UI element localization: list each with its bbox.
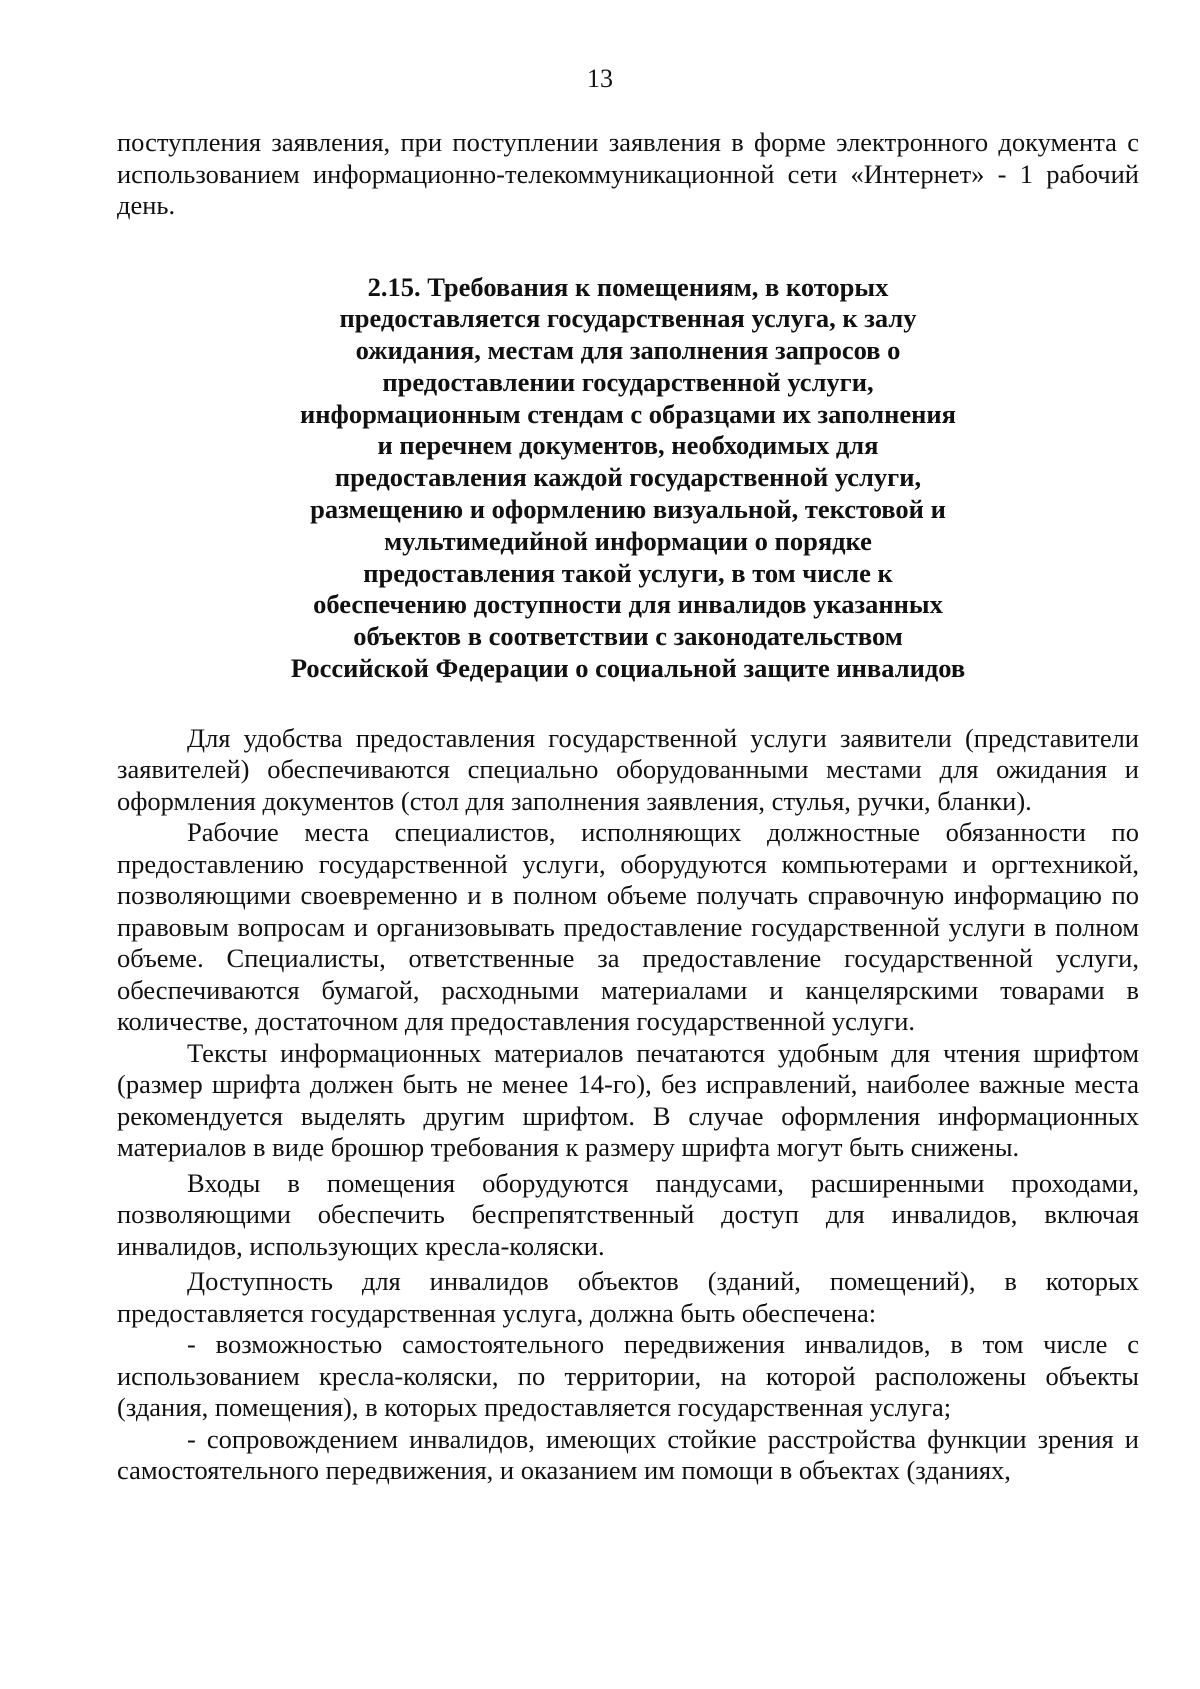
body-paragraph: Доступность для инвалидов объектов (зданий, помещений), в которых предоставляется государственная услуга, должна быть обеспечена:: [117, 1266, 1139, 1328]
heading-line: предоставляется государственная услуга, к залу: [339, 303, 917, 334]
heading-line: объектов в соответствии с законодательством: [353, 621, 903, 652]
page-number: 13: [587, 64, 613, 93]
body-paragraph: Для удобства предоставления государственной услуги заявители (представители заявителей) обеспечиваются специально оборудованными местами для ожидания и оформления документов (стол для заполнения заявления, стулья, ручки, бланки).: [117, 722, 1139, 816]
list-item-paragraph: - сопровождением инвалидов, имеющих стойкие расстройства функции зрения и самостоятельного передвижения, и оказанием им помощи в объектах (зданиях,: [117, 1423, 1139, 1486]
heading-line: размещению и оформлению визуальной, текстовой и: [310, 494, 946, 525]
page-content: [117, 127, 1139, 1487]
intro-paragraph: поступления заявления, при поступлении заявления в форме электронного документа с использованием информационно-телекоммуникационной сети «Интернет» - 1 рабочий день.: [117, 127, 1139, 220]
body-paragraph: Рабочие места специалистов, исполняющих должностные обязанности по предоставлению государственной услуги, оборудуются компьютерами и оргтехникой, позволяющими своевременно и в полном объеме получать справочную информацию по правовым вопросам и организовывать предоставление государственной услуги в полном объеме. Специалисты, ответственные за предоставление государственной услуги, обеспечиваются бумагой, расходными материалами и канцелярскими товарами в количестве, достаточном для предоставления государственной услуги.: [117, 817, 1139, 1037]
heading-line: предоставления такой услуги, в том числе к: [363, 557, 893, 588]
body-paragraph: Тексты информационных материалов печатаются удобным для чтения шрифтом (размер шрифта должен быть не менее 14-го), без исправлений, наиболее важные места рекомендуется выделять другим шрифтом. В случае оформления информационных материалов в виде брошюр требования к размеру шрифта могут быть снижены.: [117, 1037, 1139, 1163]
heading-line: обеспечению доступности для инвалидов указанных: [313, 589, 943, 620]
list-item-paragraph: - возможностью самостоятельного передвижения инвалидов, в том числе с использованием кресла-коляски, по территории, на которой расположены объекты (здания, помещения), в которых предоставляется государственная услуга;: [117, 1329, 1139, 1423]
body-paragraph: Входы в помещения оборудуются пандусами, расширенными проходами, позволяющими обеспечить беспрепятственный доступ для инвалидов, включая инвалидов, использующих кресла-коляски.: [117, 1167, 1139, 1261]
heading-line: предоставлении государственной услуги,: [382, 366, 874, 397]
section-heading: [117, 272, 1139, 685]
heading-line: Российской Федерации о социальной защите инвалидов: [290, 653, 966, 684]
heading-line: 2.15. Требования к помещениям, в которых: [367, 271, 889, 302]
heading-line: информационным стендам с образцами их заполнения: [299, 398, 957, 429]
heading-line: мультимедийной информации о порядке: [384, 525, 872, 556]
heading-line: ожидания, местам для заполнения запросов о: [355, 335, 901, 366]
heading-line: и перечнем документов, необходимых для: [377, 430, 879, 461]
heading-line: предоставления каждой государственной услуги,: [334, 462, 922, 493]
